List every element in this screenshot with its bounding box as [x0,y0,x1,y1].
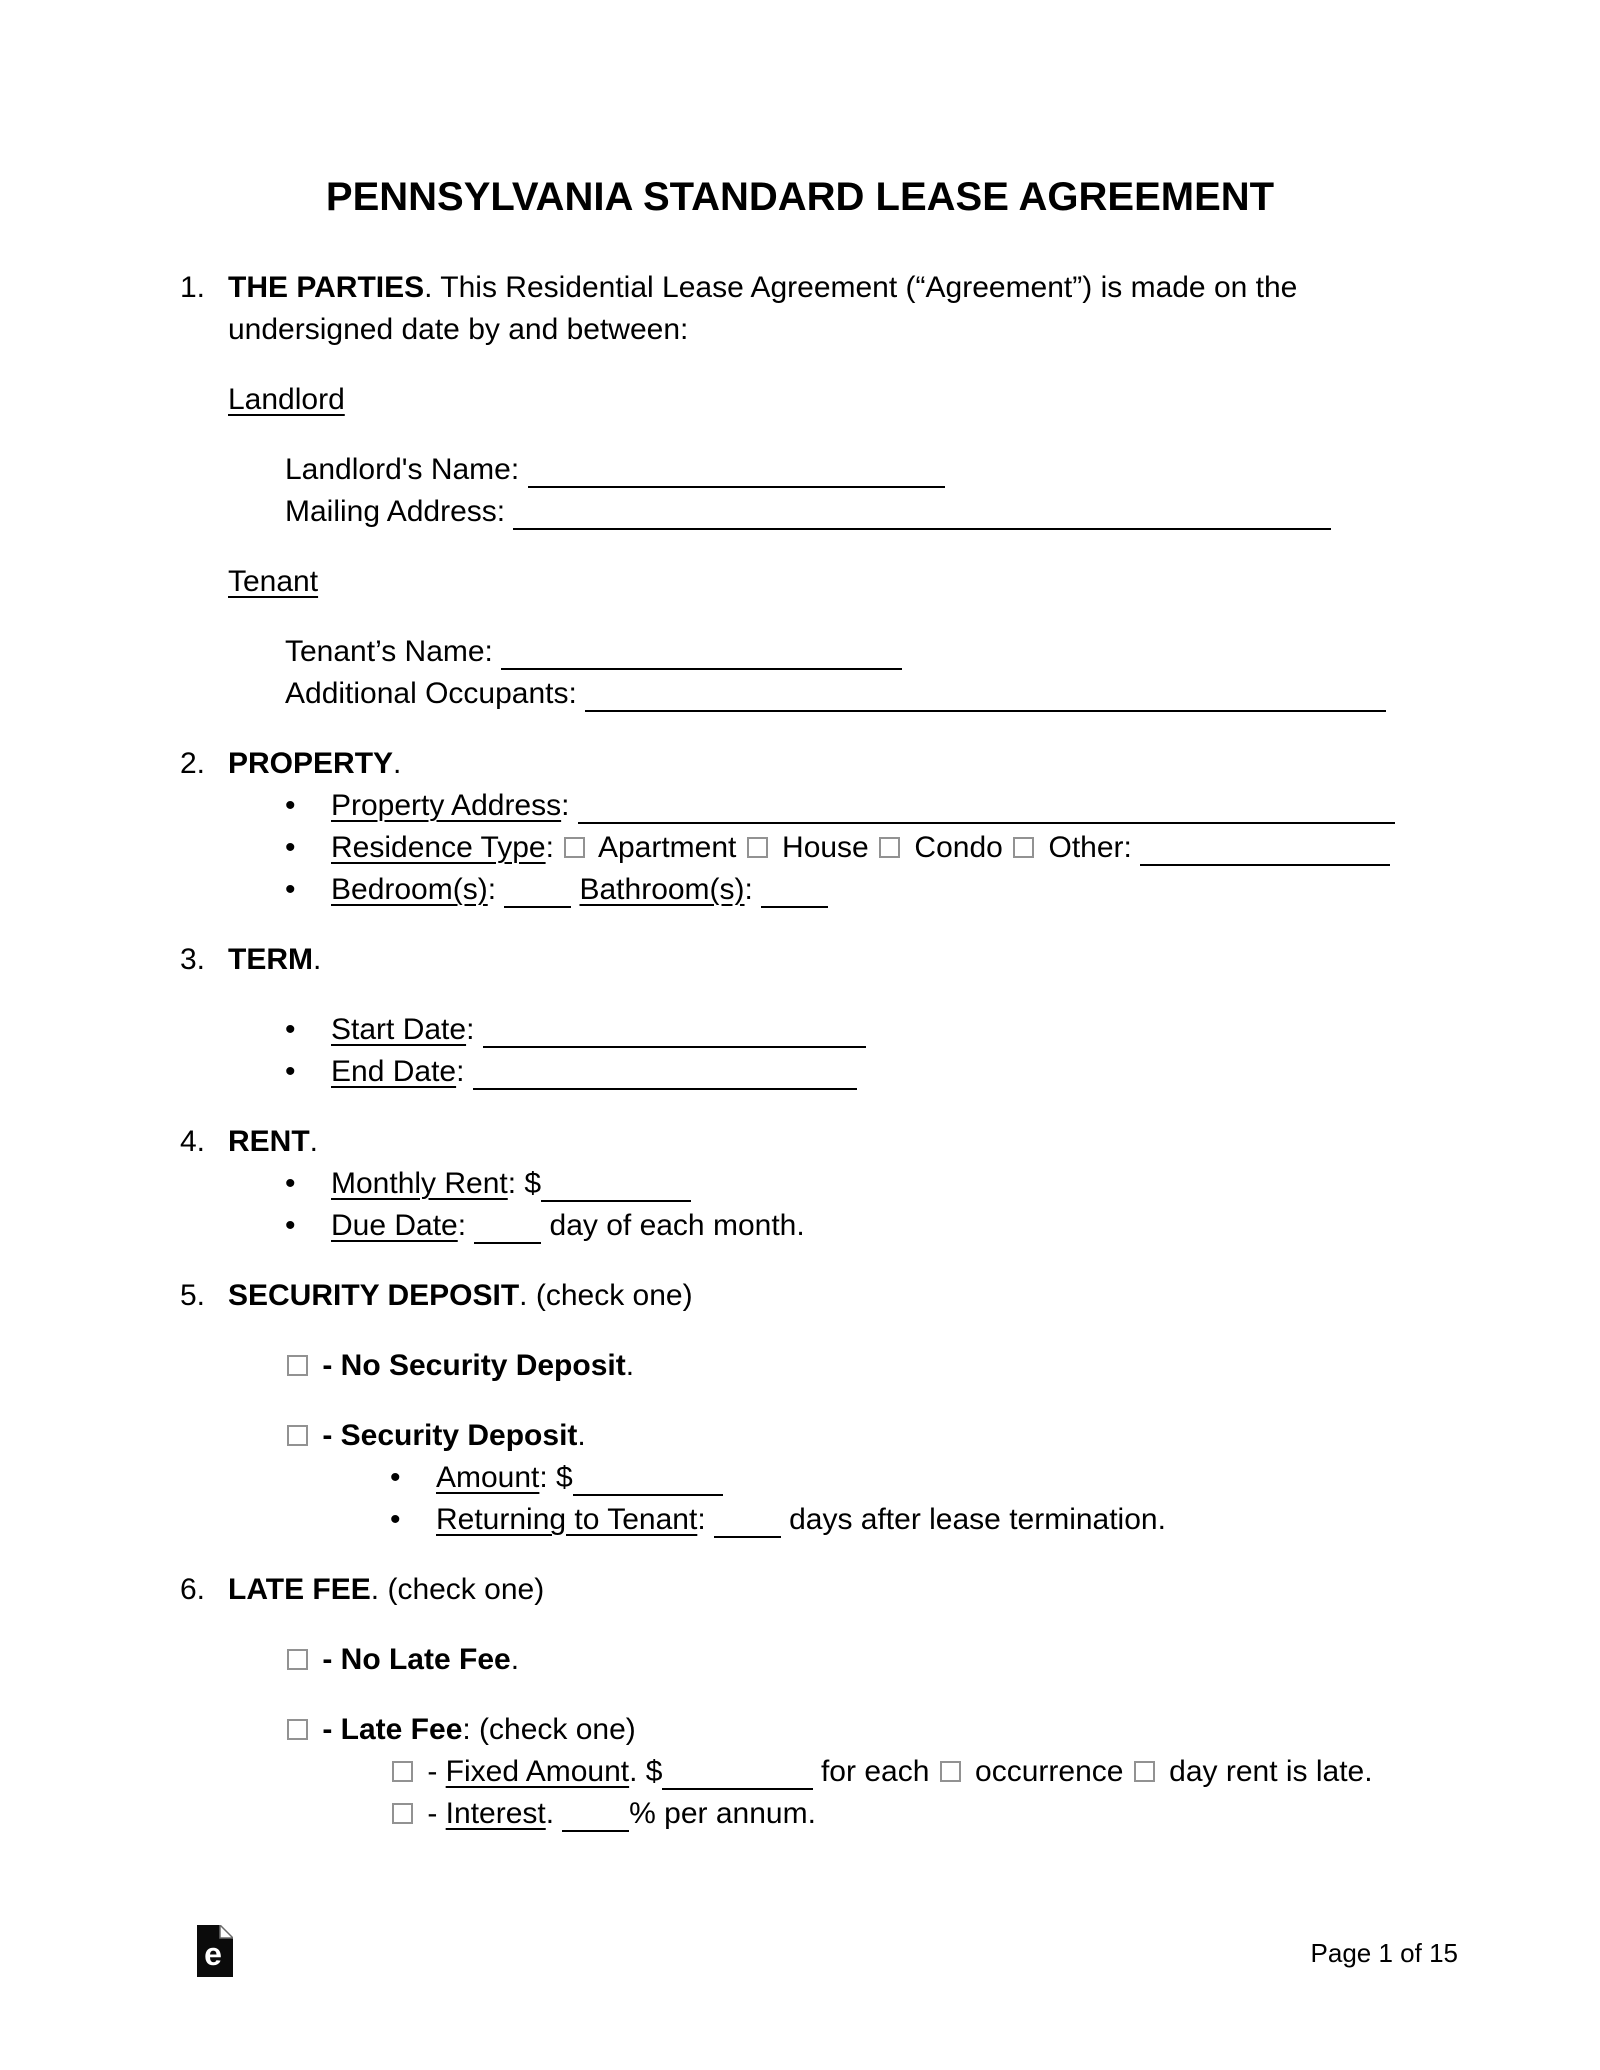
bullet-icon: • [285,789,296,822]
text-run: : $ [539,1461,573,1494]
checkbox-icon[interactable] [287,1425,308,1446]
checkbox-icon[interactable] [287,1355,308,1376]
text-run: RENT [228,1125,310,1158]
text-run: PROPERTY [228,747,394,780]
text-run: Tenant’s Name: [285,635,502,668]
blank-field[interactable] [578,789,1396,824]
text-run: occurrence [966,1755,1132,1788]
spacer [0,1611,1600,1639]
text-run: House [773,831,878,864]
document-body [0,175,1600,1835]
checkbox-icon[interactable] [392,1761,413,1782]
section-2-property [0,743,1600,785]
document-blocks [0,267,1600,1835]
blank-field[interactable] [662,1755,812,1790]
due-date-line [0,1205,1600,1247]
text-run: . [577,1419,586,1452]
text-run: . [545,1797,563,1830]
bullet-icon: • [390,1503,401,1536]
text-run: : [457,1209,475,1242]
section-4-rent [0,1121,1600,1163]
text-run: Additional Occupants: [285,677,586,710]
text-run: - No Security Deposit [314,1349,626,1382]
property-address-line [0,785,1600,827]
text-run: . [393,747,402,780]
blank-field[interactable] [573,1461,723,1496]
security-deposit-option [0,1415,1600,1457]
spacer [0,533,1600,561]
text-run: . [510,1643,520,1676]
blank-field[interactable] [474,1209,541,1244]
additional-occupants-line [0,673,1600,715]
text-run: . $ [629,1755,663,1788]
text-run: - No Late Fee [314,1643,511,1676]
text-run: : $ [507,1167,542,1200]
tenant-name-line [0,631,1600,673]
page-number-label: Page 1 of 15 [1310,1938,1458,1968]
document-icon [197,1925,233,1977]
item-number: 2. [180,747,206,780]
blank-field[interactable] [714,1503,781,1538]
blank-field[interactable] [501,635,901,670]
text-run: day rent is late. [1160,1755,1373,1788]
text-run: Residence Type [331,831,546,864]
returning-to-tenant-line [0,1499,1600,1541]
text-run: : [456,1055,473,1088]
bullet-icon: • [285,831,296,864]
spacer [0,1541,1600,1569]
deposit-amount-line [0,1457,1600,1499]
text-run: - Late Fee [314,1713,463,1746]
text-run: Returning to Tenant [436,1503,698,1536]
blank-field[interactable] [483,1013,867,1048]
item-number: 1. [180,271,206,304]
bullet-icon: • [285,1167,296,1200]
spacer [0,351,1600,379]
text-run: End Date [331,1055,457,1088]
text-run: Monthly Rent [331,1167,508,1200]
text-run: Due Date [331,1209,458,1242]
no-security-deposit-option [0,1345,1600,1387]
spacer [0,1681,1600,1709]
text-run: : [744,873,762,906]
blank-field[interactable] [585,677,1386,712]
start-date-line [0,1009,1600,1051]
text-run: Fixed Amount [445,1755,630,1788]
blank-field[interactable] [473,1055,857,1090]
text-run: - [419,1797,446,1830]
fixed-amount-option [0,1751,1600,1793]
text-run: : [697,1503,714,1536]
text-run: . [625,1349,635,1382]
spacer [0,911,1600,939]
bullet-icon: • [285,873,296,906]
text-run: Start Date [331,1013,467,1046]
bedroom-bathroom-line [0,869,1600,911]
blank-field[interactable] [761,873,828,908]
no-late-fee-option [0,1639,1600,1681]
bullet-icon: • [390,1461,401,1494]
item-number: 4. [180,1125,206,1158]
page-title: PENNSYLVANIA STANDARD LEASE AGREEMENT [325,175,1275,219]
checkbox-icon[interactable] [287,1719,308,1740]
item-number: 3. [180,943,206,976]
spacer [0,1317,1600,1345]
logo-letter: e [204,1936,222,1972]
spacer [0,715,1600,743]
spacer [0,1387,1600,1415]
text-run: Other: [1040,831,1141,864]
section-3-term [0,939,1600,981]
eforms-logo [197,1925,233,1985]
text-run: Amount [436,1461,540,1494]
text-run: Bathroom(s) [579,873,745,906]
bullet-icon: • [285,1013,296,1046]
spacer [0,421,1600,449]
end-date-line [0,1051,1600,1093]
item-number: 6. [180,1573,206,1606]
item-number: 5. [180,1279,206,1312]
text-run: days after lease termination. [780,1503,1166,1536]
checkbox-icon[interactable] [879,837,900,858]
bullet-icon: • [285,1055,296,1088]
checkbox-icon[interactable] [564,837,585,858]
mailing-address-line [0,491,1600,533]
late-fee-option [0,1709,1600,1751]
text-run: - Security Deposit [314,1419,578,1452]
checkbox-icon[interactable] [1134,1761,1155,1782]
blank-field[interactable] [513,495,1331,530]
text-run: . [313,943,322,976]
text-run: . (check one) [519,1279,693,1312]
text-run: day of each month. [541,1209,805,1242]
residence-type-line [0,827,1600,869]
checkbox-icon[interactable] [392,1803,413,1824]
blank-field[interactable] [504,873,571,908]
blank-field[interactable] [528,453,945,488]
text-run: SECURITY DEPOSIT [228,1279,520,1312]
landlord-heading [0,379,1600,421]
text-run: Apartment [591,831,745,864]
text-run: : [561,789,578,822]
tenant-heading [0,561,1600,603]
text-run: : [545,831,563,864]
text-run: LATE FEE [228,1573,371,1606]
text-run: . [309,1125,319,1158]
bullet-icon: • [285,1209,296,1242]
monthly-rent-line [0,1163,1600,1205]
blank-field[interactable] [562,1797,629,1832]
text-run: - [419,1755,446,1788]
checkbox-icon[interactable] [747,837,768,858]
checkbox-icon[interactable] [940,1761,961,1782]
blank-field[interactable] [1140,831,1390,866]
section-6-late-fee [0,1569,1600,1611]
text-run: : (check one) [462,1713,636,1746]
checkbox-icon[interactable] [287,1649,308,1670]
text-run: : [466,1013,483,1046]
text-run: : [487,873,505,906]
text-run: Condo [906,831,1012,864]
blank-field[interactable] [541,1167,691,1202]
text-run: . (check one) [370,1573,545,1606]
text-run: Tenant [228,565,319,598]
text-run: Mailing Address: [285,495,514,528]
spacer [0,981,1600,1009]
interest-option [0,1793,1600,1835]
text-run: Property Address [331,789,562,822]
text-run: . This Residential Lease Agreement (“Agreement”) is made on the undersigned date by and between: [228,271,1298,346]
section-5-security-deposit [0,1275,1600,1317]
spacer [0,603,1600,631]
checkbox-icon[interactable] [1013,837,1034,858]
text-run: TERM [228,943,313,976]
section-1-the-parties [0,267,1600,351]
text-run: Landlord [228,383,345,416]
text-run: % per annum. [629,1797,816,1830]
landlord-name-line [0,449,1600,491]
text-run: THE PARTIES [228,271,425,304]
spacer [0,1093,1600,1121]
text-run: Bedroom(s) [331,873,488,906]
spacer [0,1247,1600,1275]
text-run: Interest [445,1797,546,1830]
text-run: for each [812,1755,938,1788]
text-run: Landlord's Name: [285,453,528,486]
